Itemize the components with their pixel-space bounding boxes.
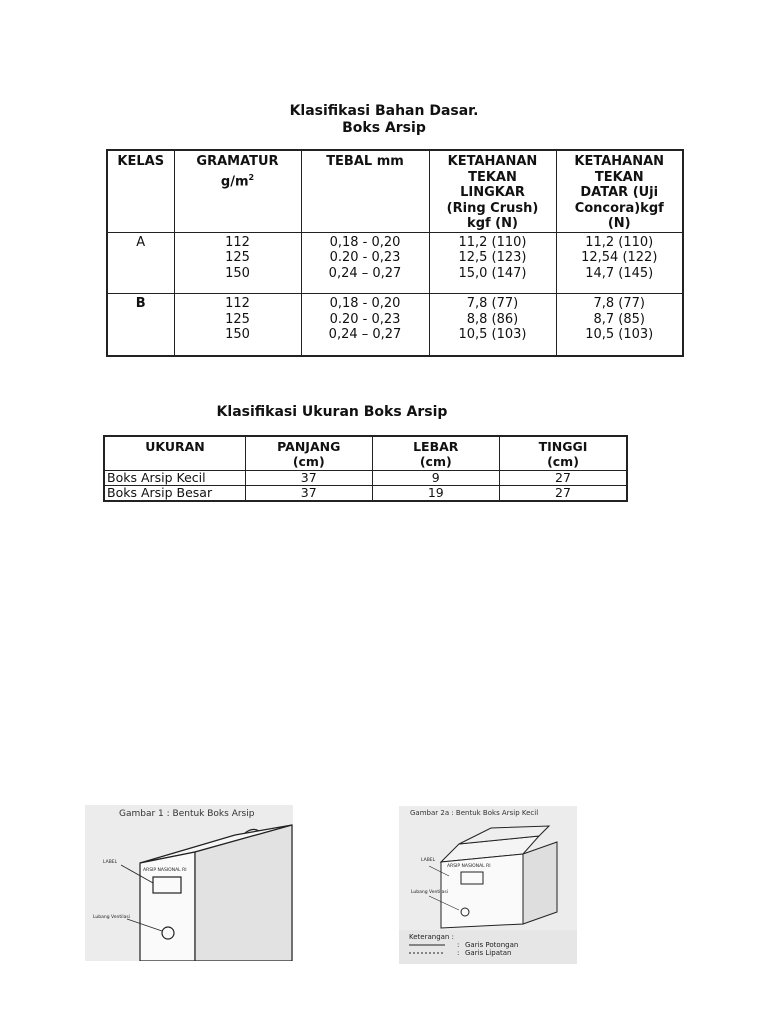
header-line: LEBAR [413, 439, 459, 454]
figure2-box-text: ARSIP NASIONAL RI [447, 864, 491, 869]
header-ketahanan-datar [556, 150, 683, 232]
header-gramatur [174, 150, 301, 232]
cell-value: 125 [225, 311, 250, 327]
legend-colon: : [457, 949, 460, 957]
size-classification-table [103, 435, 628, 502]
cell-value: 12,54 (122) [581, 250, 658, 265]
cell-tebal [301, 294, 429, 356]
cell-tinggi: 27 [500, 471, 628, 486]
header-datar-line: DATAR (Uji [580, 185, 659, 200]
cell-value: 125 [225, 250, 250, 265]
header-tebal: TEBAL mm [301, 150, 429, 232]
header-lingkar-line: LINGKAR [460, 185, 525, 200]
header-ketahanan-lingkar [429, 150, 556, 232]
legend-colon: : [457, 941, 460, 949]
figure1-vent-callout: Lubang Ventilasi [93, 915, 130, 920]
cell-value: 0,24 – 0,27 [328, 327, 402, 342]
cell-value: 150 [225, 327, 250, 342]
header-line: (cm) [547, 454, 579, 469]
table2-title: Klasifikasi Ukuran Boks Arsip [216, 404, 448, 420]
cell-value: 0,18 - 0,20 [329, 296, 401, 311]
header-lingkar-line: KETAHANAN [447, 154, 538, 169]
cell-value: 150 [225, 265, 250, 281]
table1-title-line2: Boks Arsip [342, 120, 426, 136]
header-datar-line: (N) [607, 216, 631, 231]
cell-value: 112 [225, 234, 250, 250]
cell-ukuran: Boks Arsip Kecil [104, 471, 245, 486]
cell-lingkar [429, 232, 556, 294]
table-row-class-a [107, 232, 683, 294]
cell-value: 7,8 (77) [593, 296, 645, 311]
cell-lebar: 19 [372, 486, 499, 502]
cell-value: 12,5 (123) [458, 250, 527, 265]
table-row [104, 486, 627, 502]
table-header-row [104, 436, 627, 471]
cell-value: 0,18 - 0,20 [329, 234, 401, 250]
figure1-label-callout: LABEL [103, 860, 118, 865]
cell-panjang: 37 [245, 486, 372, 502]
cell-datar [556, 294, 683, 356]
header-datar-line: KETAHANAN [574, 154, 665, 169]
header-gramatur-line1: GRAMATUR [196, 154, 279, 169]
table-row-class-b [107, 294, 683, 356]
archive-box-illustration [85, 805, 293, 961]
figure2-vent-callout: Lubang Ventilasi [411, 890, 448, 895]
cell-value: 8,8 (86) [466, 311, 519, 327]
cell-gramatur [174, 294, 301, 356]
header-lingkar-line: kgf (N) [467, 216, 518, 231]
header-kelas: KELAS [107, 150, 174, 232]
cell-value: 10,5 (103) [585, 327, 654, 342]
header-datar-line: TEKAN [594, 169, 644, 185]
figure1-archive-box [85, 805, 293, 961]
cell-value: 11,2 (110) [458, 234, 527, 250]
header-datar-line: Concora)kgf [574, 200, 664, 216]
header-gramatur-sup: 2 [248, 172, 255, 182]
cell-ukuran: Boks Arsip Besar [104, 486, 245, 502]
figure2-label-callout: LABEL [421, 858, 436, 863]
header-line: (cm) [419, 454, 452, 469]
cell-value: 0.20 - 0,23 [329, 311, 401, 327]
table1-title-line1: Klasifikasi Bahan Dasar. [289, 103, 479, 119]
cell-lingkar [429, 294, 556, 356]
header-gramatur-line2 [179, 170, 297, 190]
header-lingkar-line: (Ring Crush) [446, 200, 539, 216]
cell-panjang: 37 [245, 471, 372, 486]
cell-value: 112 [225, 296, 250, 311]
figure1-caption: Gambar 1 : Bentuk Boks Arsip [119, 809, 255, 819]
material-classification-table [106, 149, 684, 357]
header-line: TINGGI [538, 439, 588, 454]
cell-kelas: A [107, 232, 174, 294]
figure1-box-text: ARSIP NASIONAL RI [143, 868, 187, 873]
header-panjang [245, 436, 372, 471]
header-line: PANJANG [277, 439, 341, 454]
cell-kelas: B [107, 294, 174, 356]
table-row [104, 471, 627, 486]
header-line: (cm) [292, 454, 325, 469]
legend-title: Keterangan : [409, 933, 454, 941]
cell-value: 7,8 (77) [466, 296, 519, 311]
cell-value: 8,7 (85) [593, 311, 645, 327]
header-lebar [372, 436, 499, 471]
header-gramatur-unit: g/m [220, 173, 249, 189]
cell-value: 0.20 - 0,23 [329, 250, 401, 265]
cell-value: 0,24 – 0,27 [328, 265, 402, 281]
cell-value: 10,5 (103) [458, 327, 527, 342]
figure2-caption: Gambar 2a : Bentuk Boks Arsip Kecil [410, 809, 539, 817]
cell-value: 11,2 (110) [585, 234, 654, 250]
cell-gramatur [174, 232, 301, 294]
legend-fold-line: Garis Lipatan [465, 949, 512, 957]
header-lingkar-line: TEKAN [468, 169, 517, 185]
cell-value: 15,0 (147) [458, 265, 527, 281]
figure2-small-archive-box [399, 806, 577, 964]
cell-lebar: 9 [372, 471, 499, 486]
cell-tinggi: 27 [500, 486, 628, 502]
header-ukuran: UKURAN [104, 436, 245, 471]
header-tinggi [500, 436, 628, 471]
table1-title [0, 103, 768, 137]
legend-cut-line: Garis Potongan [465, 941, 519, 949]
cell-tebal [301, 232, 429, 294]
cell-value: 14,7 (145) [585, 265, 654, 281]
table-header-row [107, 150, 683, 232]
cell-datar [556, 232, 683, 294]
